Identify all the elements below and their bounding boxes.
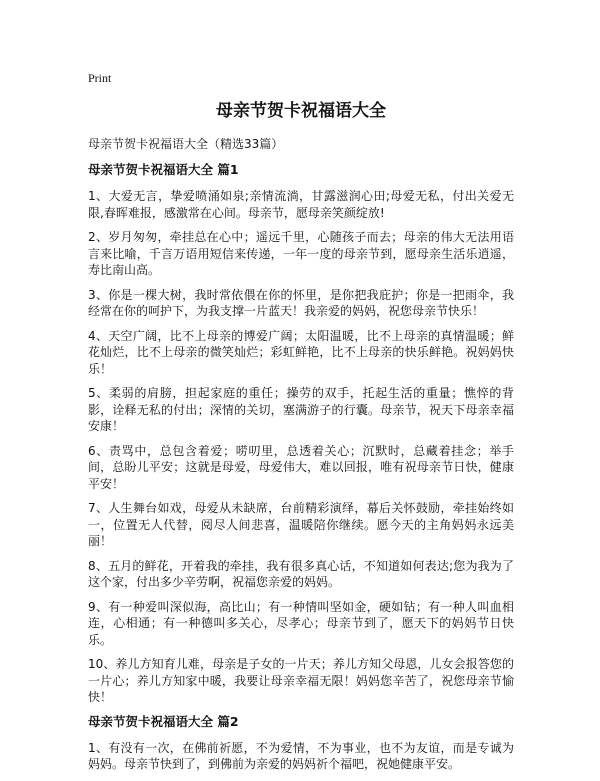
subtitle: 母亲节贺卡祝福语大全（精选33篇） (88, 137, 284, 151)
blessing-paragraph: 2、岁月匆匆，牵挂总在心中；遥远千里，心随孩子而去；母亲的伟大无法用语言来比喻，千言万语用短信来传递，一年一度的母亲节到，愿母亲生活乐逍遥，寿比南山高。 (88, 230, 514, 277)
blessing-paragraph: 9、有一种爱叫深似海，高比山；有一种情叫坚如金，硬如钻；有一种人叫血相连，心相通；有一种德叫多关心，尽孝心；母亲节到了，愿天下的妈妈节日快乐。 (88, 599, 514, 647)
blessing-paragraph: 6、责骂中，总包含着爱；唠叨里，总透着关心；沉默时，总藏着挂念；举手间，总盼儿平安；这就是母爱，母爱伟大，难以回报，唯有祝母亲节日快，健康平安！ (88, 443, 514, 491)
section-heading: 母亲节贺卡祝福语大全 篇1 (88, 162, 239, 177)
blessing-paragraph: 10、养儿方知育儿难，母亲是子女的一片天；养儿方知父母恩，儿女会报答您的一片心；养儿方知家中暖，我要让母亲幸福无限！妈妈您辛苦了，祝您母亲节愉快！ (88, 657, 514, 704)
page-title: 母亲节贺卡祝福语大全 (216, 101, 386, 121)
document-page (88, 70, 514, 781)
blessing-paragraph: 5、柔弱的肩膀，担起家庭的重任；操劳的双手，托起生活的重量；憔悴的背影，诠释无私的付出；深情的关切，塞满游子的行囊。母亲节，祝天下母亲幸福安康！ (88, 386, 514, 433)
print-label[interactable]: Print (88, 71, 112, 85)
blessing-paragraph: 8、五月的鲜花，开着我的牵挂，我有很多真心话，不知道如何表达;您为我为了这个家，付出多少辛劳啊，祝福您亲爱的妈妈。 (88, 558, 514, 589)
blessing-paragraph: 1、大爱无言，挚爱喷涌如泉;亲情流淌，甘露滋润心田;母爱无私，付出关爱无限,春晖难报，感激常在心间。母亲节，愿母亲笑颜绽放! (88, 189, 514, 220)
blessing-paragraph: 7、人生舞台如戏，母爱从未缺席，台前精彩演绎，幕后关怀鼓励，牵挂始终如一，位置无人代替，阅尽人间悲喜，温暖陪你继续。愿今天的主角妈妈永远美丽！ (88, 501, 514, 548)
blessing-paragraph: 4、天空广阔，比不上母亲的博爱广阔；太阳温暖，比不上母亲的真情温暖；鲜花灿烂，比不上母亲的微笑灿烂；彩虹鲜艳，比不上母亲的快乐鲜艳。祝妈妈快乐！ (88, 328, 514, 376)
blessing-paragraph: 1、有没有一次，在佛前祈愿，不为爱情，不为事业，也不为友谊，而是专诚为妈妈。母亲节快到了，到佛前为亲爱的妈妈祈个福吧，祝她健康平安。 (88, 740, 514, 771)
blessing-paragraph: 3、你是一棵大树，我时常依偎在你的怀里，是你把我庇护；你是一把雨伞，我经常在你的呵护下，为我支撑一片蓝天！我亲爱的妈妈，祝您母亲节快乐！ (88, 287, 514, 318)
sections (88, 162, 514, 773)
section-heading: 母亲节贺卡祝福语大全 篇2 (88, 713, 239, 729)
